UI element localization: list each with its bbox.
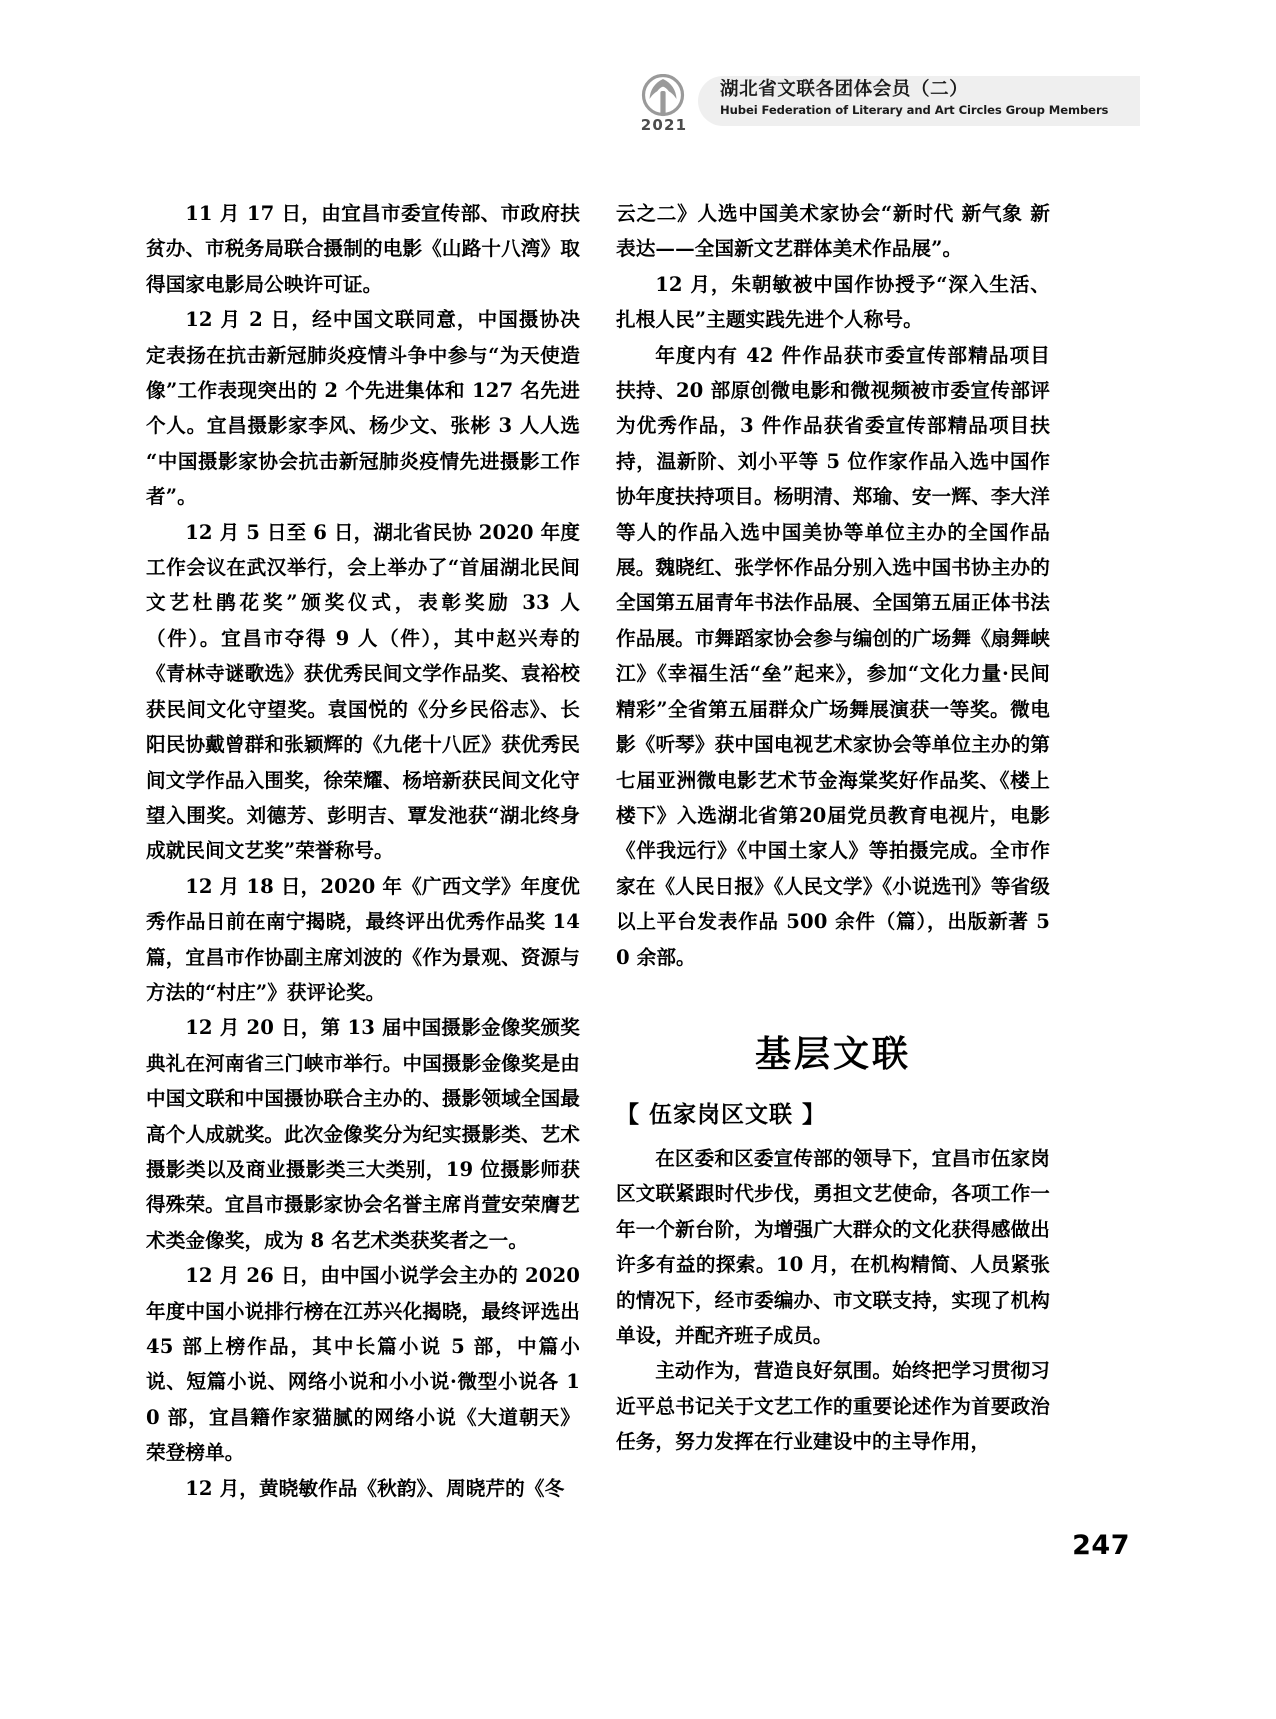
paragraph: 12 月 18 日，2020 年《广西文学》年度优秀作品日前在南宁揭晓，最终评出优秀作品奖 14 篇，宜昌市作协副主席刘波的《作为景观、资源与方法的“村庄”》获评论奖。 [146,874,580,1004]
subsection-title: 【 伍家岗区文联 】 [616,1101,827,1128]
paragraph: 12 月，朱朝敏被中国作协授予“深入生活、扎根人民”主题实践先进个人称号。 [616,272,1050,332]
header-title-chinese: 湖北省文联各团体会员（二） [720,79,969,100]
header-year: 2021 [640,116,688,134]
left-text-column [146,196,580,1506]
paragraph: 12 月 2 日，经中国文联同意，中国摄协决定表扬在抗击新冠肺炎疫情斗争中参与“为天使造像”工作表现突出的 2 个先进集体和 127 名先进个人。宜昌摄影家李风、杨少文、张彬 3 人人选“中国摄影家协会抗击新冠肺炎疫情先进摄影工作者”。 [146,308,580,509]
paragraph: 11 月 17 日，由宜昌市委宣传部、市政府扶贫办、市税务局联合摄制的电影《山路十八湾》取得国家电影局公映许可证。 [146,202,580,296]
federation-emblem-icon [636,74,690,118]
section-title: 基层文联 [754,1033,911,1075]
right-text-column [616,196,1050,1460]
paragraph-continued: 云之二》人选中国美术家协会“新时代 新气象 新表达——全国新文艺群体美术作品展”。 [616,202,1050,261]
page-number: 247 [1072,1530,1130,1561]
body-columns [146,196,1130,1500]
paragraph: 年度内有 42 件作品获市委宣传部精品项目扶持、20 部原创微电影和微视频被市委宣传部评为优秀作品，3 件作品获省委宣传部精品项目扶持，温新阶、刘小平等 5 位作家作品入选中国作协年度扶持项目。杨明清、郑瑜、安一辉、李大洋等人的作品入选中国美协等单位主办的全国作品展。魏晓红、张学怀作品分别入选中国书协主办的全国第五届青年书法作品展、全国第五届正体书法作品展。市舞蹈家协会参与编创的广场舞《扇舞峡江》《幸福生活“垒”起来》，参加“文化力量·民间精彩”全省第五届群众广场舞展演获一等奖。微电影《听琴》获中国电视艺术家协会等单位主办的第七届亚洲微电影艺术节金海棠奖好作品奖、《楼上楼下》入选湖北省第20届党员教育电视片，电影《伴我远行》《中国土家人》等拍摄完成。全市作家在《人民日报》《人民文学》《小说选刊》等省级以上平台发表作品 500 余件（篇），出版新著 50 余部。 [616,343,1050,969]
header-title-english: Hubei Federation of Literary and Art Circles Group Members [720,103,1109,117]
header-logo [628,74,700,136]
header-titles [720,78,1140,119]
paragraph: 12 月 5 日至 6 日，湖北省民协 2020 年度工作会议在武汉举行，会上举办了“首届湖北民间文艺杜鹃花奖”颁奖仪式，表彰奖励 33 人（件）。宜昌市夺得 9 人（件），其中赵兴寿的《青林寺谜歌选》获优秀民间文学作品奖、袁裕校获民间文化守望奖。袁国悦的《分乡民俗志》、长阳民协戴曾群和张颖辉的《九佬十八匠》获优秀民间文学作品入围奖，徐荣耀、杨培新获民间文化守望入围奖。刘德芳、彭明吉、覃发池获“湖北终身成就民间文艺奖”荣誉称号。 [146,520,580,863]
paragraph: 12 月，黄晓敏作品《秋韵》、周晓芹的《冬 [185,1476,565,1500]
paragraph: 主动作为，营造良好氛围。始终把学习贯彻习近平总书记关于文艺工作的重要论述作为首要政治任务，努力发挥在行业建设中的主导作用， [616,1359,1050,1454]
paragraph: 12 月 20 日，第 13 届中国摄影金像奖颁奖典礼在河南省三门峡市举行。中国摄影金像奖是由中国文联和中国摄协联合主办的、摄影领域全国最高个人成就奖。此次金像奖分为纪实摄影类、艺术摄影类以及商业摄影类三大类别，19 位摄影师获得殊荣。宜昌市摄影家协会名誉主席肖萱安荣膺艺术类金像奖，成为 8 名艺术类获奖者之一。 [146,1016,580,1252]
paragraph: 12 月 26 日，由中国小说学会主办的 2020 年度中国小说排行榜在江苏兴化揭晓，最终评选出 45 部上榜作品，其中长篇小说 5 部，中篇小说、短篇小说、网络小说和小小说·微型小说各 10 部，宜昌籍作家猫腻的网络小说《大道朝天》荣登榜单。 [146,1264,580,1465]
paragraph: 在区委和区委宣传部的领导下，宜昌市伍家岗区文联紧跟时代步伐，勇担文艺使命，各项工作一年一个新台阶，为增强广大群众的文化获得感做出许多有益的探索。10 月，在机构精简、人员紧张的情况下，经市委编办、市文联支持，实现了机构单设，并配齐班子成员。 [616,1146,1050,1347]
running-header [620,74,1140,136]
